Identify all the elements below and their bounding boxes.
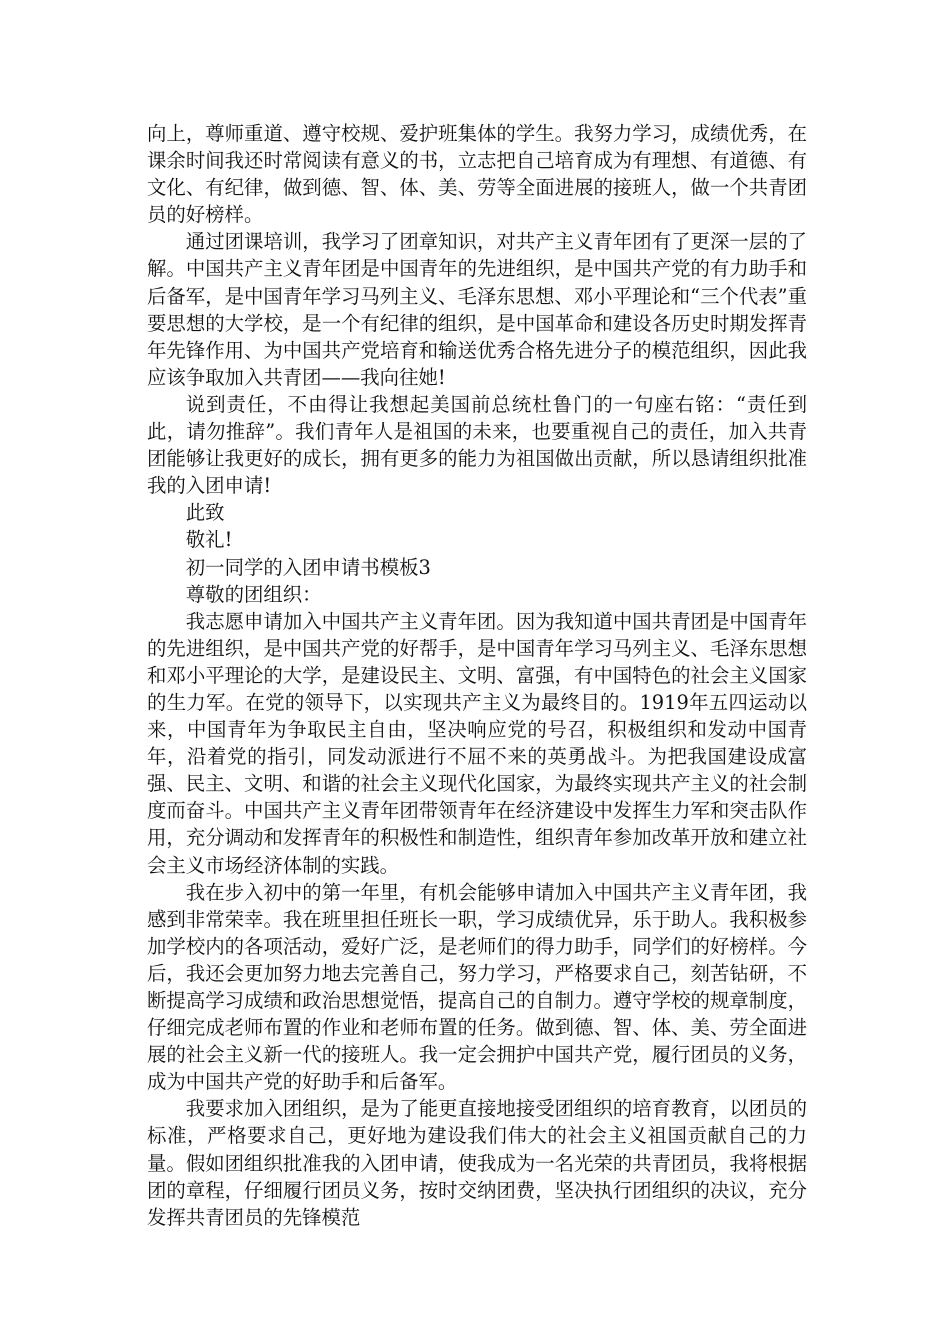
paragraph-application: 我志愿申请加入中国共产主义青年团。因为我知道中国共青团是中国青年的先进组织，是中国共产党的好帮手，是中国青年学习马列主义、毛泽东思想和邓小平理论的大学，是建设民主、文明、富强，有中国特色的社会主义国家的生力军。在党的领导下，以实现共产主义为最终目的。1919年五四运动以来，中国青年为争取民主自由，坚决响应党的号召，积极组织和发动中国青年，沿着党的指引，同发动派进行不屈不来的英勇战斗。为把我国建设成富强、民主、文明、和谐的社会主义现代化国家，为最终实现共产主义的社会制度而奋斗。中国共产主义青年团带领青年在经济建设中发挥生力军和突击队作用，充分调动和发挥青年的积极性和制造性，组织青年参加改革开放和建立社会主义市场经济体制的实践。: [147, 609, 807, 877]
document-body: [147, 120, 807, 1231]
paragraph-continuation: 向上，尊师重道、遵守校规、爱护班集体的学生。我努力学习，成绩优秀，在课余时间我还时常阅读有意义的书，立志把自己培育成为有理想、有道德、有文化、有纪律，做到德、智、体、美、劳等全面进展的接班人，做一个共青团员的好榜样。: [147, 122, 807, 227]
paragraph-team-training: 通过团课培训，我学习了团章知识，对共产主义青年团有了更深一层的了解。中国共产主义青年团是中国青年的先进组织，是中国共产党的有力助手和后备军，是中国青年学习马列主义、毛泽东思想、邓小平理论和“三个代表”重要思想的大学校，是一个有纪律的组织，是中国革命和建设各历史时期发挥青年先锋作用、为中国共产党培育和输送优秀合格先进分子的模范组织，因此我应该争取加入共青团——我向往她!: [147, 230, 807, 389]
paragraph-responsibility: 说到责任，不由得让我想起美国前总统杜鲁门的一句座右铭：“责任到此，请勿推辞”。我们青年人是祖国的未来，也要重视自己的责任，加入共青团能够让我更好的成长，拥有更多的能力为祖国做出贡献，所以恳请组织批准我的入团申请!: [147, 392, 807, 498]
paragraph-self-introduction: 我在步入初中的第一年里，有机会能够申请加入中国共产主义青年团，我感到非常荣幸。我在班里担任班长一职，学习成绩优异，乐于助人。我积极参加学校内的各项活动，爱好广泛，是老师们的得力助手，同学们的好榜样。今后，我还会更加努力地去完善自己，努力学习，严格要求自己，刻苦钻研，不断提高学习成绩和政治思想觉悟，提高自己的自制力。遵守学校的规章制度，仔细完成老师布置的作业和老师布置的任务。做到德、智、体、美、劳全面进展的社会主义新一代的接班人。我一定会拥护中国共产党，履行团员的义务，成为中国共产党的好助手和后备军。: [147, 880, 807, 1094]
section-heading: 初一同学的入团申请书模板3: [185, 555, 431, 579]
paragraph-motivation: 我要求加入团组织，是为了能更直接地接受团组织的培育教育，以团员的标准，严格要求自己，更好地为建设我们伟大的社会主义祖国贡献自己的力量。假如团组织批准我的入团申请，使我成为一名光荣的共青团员，我将根据团的章程，仔细履行团员义务，按时交纳团费，坚决执行团组织的决议，充分发挥共青团员的先锋模范: [147, 1097, 807, 1229]
closing-regards: 敬礼!: [185, 528, 233, 552]
closing-salutation: 此致: [185, 501, 225, 525]
letter-greeting: 尊敬的团组织：: [185, 582, 322, 606]
